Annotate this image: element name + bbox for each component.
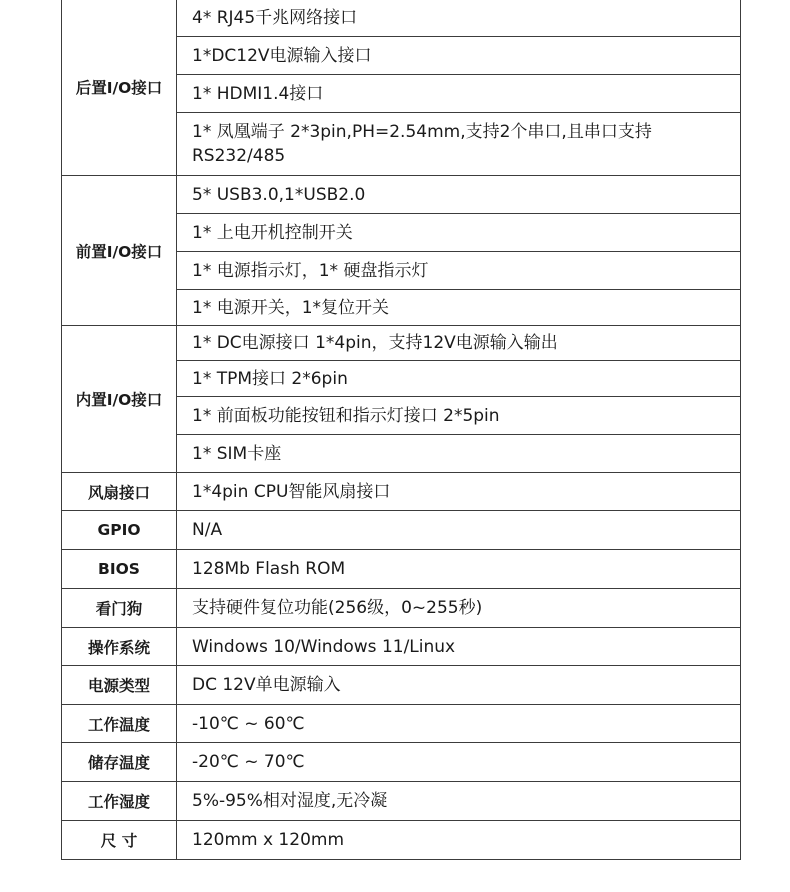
row-value: -20℃ ~ 70℃ (177, 743, 741, 782)
table-row (62, 743, 741, 782)
row-value: 1* 上电开机控制开关 (177, 214, 741, 252)
row-label: 储存温度 (62, 743, 177, 782)
row-value: -10℃ ~ 60℃ (177, 705, 741, 743)
row-label: 风扇接口 (62, 473, 177, 511)
table-row (62, 473, 741, 511)
spec-table (61, 0, 741, 860)
row-value: 1* TPM接口 2*6pin (177, 361, 741, 397)
row-value: 1*DC12V电源输入接口 (177, 37, 741, 75)
table-row (62, 628, 741, 666)
row-value: 5* USB3.0,1*USB2.0 (177, 176, 741, 214)
table-row (62, 511, 741, 550)
row-value: 120mm x 120mm (177, 821, 741, 860)
row-value: 支持硬件复位功能(256级，0~255秒) (177, 589, 741, 628)
row-label: 看门狗 (62, 589, 177, 628)
table-row (62, 326, 741, 361)
row-value: 1* 前面板功能按钮和指示灯接口 2*5pin (177, 397, 741, 435)
row-value: 1*4pin CPU智能风扇接口 (177, 473, 741, 511)
row-value: 1* 电源指示灯，1* 硬盘指示灯 (177, 252, 741, 290)
table-row (62, 0, 741, 37)
table-row (62, 705, 741, 743)
row-value: 5%-95%相对湿度,无冷凝 (177, 782, 741, 821)
row-label: 前置I/O接口 (62, 176, 177, 326)
row-label: GPIO (62, 511, 177, 550)
row-value: 1* 凤凰端子 2*3pin,PH=2.54mm,支持2个串口,且串口支持RS232/485 (177, 113, 741, 176)
row-value: 1* SIM卡座 (177, 435, 741, 473)
row-label: 后置I/O接口 (62, 0, 177, 176)
row-value: 1* DC电源接口 1*4pin，支持12V电源输入输出 (177, 326, 741, 361)
row-value: N/A (177, 511, 741, 550)
row-value: 1* HDMI1.4接口 (177, 75, 741, 113)
table-row (62, 176, 741, 214)
table-row (62, 782, 741, 821)
row-label: 电源类型 (62, 666, 177, 705)
row-value: DC 12V单电源输入 (177, 666, 741, 705)
row-label: BIOS (62, 550, 177, 589)
table-row (62, 550, 741, 589)
table-row (62, 666, 741, 705)
row-value: 1* 电源开关，1*复位开关 (177, 290, 741, 326)
table-row (62, 821, 741, 860)
row-value: 128Mb Flash ROM (177, 550, 741, 589)
row-label: 内置I/O接口 (62, 326, 177, 473)
row-label: 工作湿度 (62, 782, 177, 821)
table-row (62, 589, 741, 628)
row-value: 4* RJ45千兆网络接口 (177, 0, 741, 37)
row-label: 工作温度 (62, 705, 177, 743)
row-value: Windows 10/Windows 11/Linux (177, 628, 741, 666)
row-label: 操作系统 (62, 628, 177, 666)
row-label: 尺 寸 (62, 821, 177, 860)
